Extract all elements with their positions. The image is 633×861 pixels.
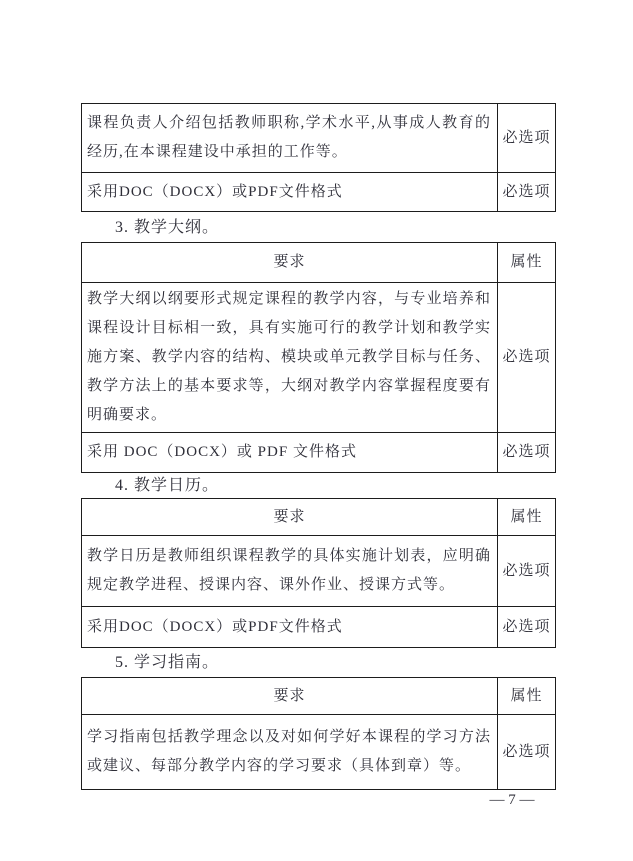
column-header-attribute: 属性: [498, 243, 556, 283]
table-study-guide: [81, 677, 556, 790]
attribute-cell: 必选项: [498, 173, 556, 212]
table-row: [82, 607, 556, 648]
column-header-attribute: 属性: [498, 678, 556, 715]
column-header-requirement: 要求: [82, 678, 498, 715]
table-row: [82, 715, 556, 790]
attribute-cell: 必选项: [498, 607, 556, 648]
table-syllabus: [81, 242, 556, 473]
column-header-attribute: 属性: [498, 499, 556, 536]
attribute-cell: 必选项: [498, 433, 556, 473]
requirement-cell: 采用DOC（DOCX）或PDF文件格式: [82, 607, 498, 648]
requirement-cell: 课程负责人介绍包括教师职称,学术水平,从事成人教育的经历,在本课程建设中承担的工作等。: [82, 104, 498, 173]
attribute-cell: 必选项: [498, 104, 556, 173]
section-heading-calendar: 4. 教学日历。: [115, 477, 220, 494]
table-row: [82, 283, 556, 433]
page-number: — 7 —: [489, 792, 535, 808]
table-header-row: [82, 678, 556, 715]
requirement-cell: 采用 DOC（DOCX）或 PDF 文件格式: [82, 433, 498, 473]
column-header-requirement: 要求: [82, 499, 498, 536]
table-row: [82, 173, 556, 212]
requirement-cell: 采用DOC（DOCX）或PDF文件格式: [82, 173, 498, 212]
attribute-cell: 必选项: [498, 283, 556, 433]
table-header-row: [82, 499, 556, 536]
table-row: [82, 536, 556, 607]
section-heading-study-guide: 5. 学习指南。: [115, 654, 220, 671]
attribute-cell: 必选项: [498, 536, 556, 607]
column-header-requirement: 要求: [82, 243, 498, 283]
attribute-cell: 必选项: [498, 715, 556, 790]
requirement-cell: 教学日历是教师组织课程教学的具体实施计划表，应明确规定教学进程、授课内容、课外作业、授课方式等。: [82, 536, 498, 607]
table-calendar: [81, 498, 556, 648]
table-row: [82, 433, 556, 473]
table-course-leader-continued: [81, 103, 556, 212]
document-content: [81, 103, 555, 790]
requirement-cell: 学习指南包括教学理念以及对如何学好本课程的学习方法或建议、每部分教学内容的学习要求（具体到章）等。: [82, 715, 498, 790]
section-heading-syllabus: 3. 教学大纲。: [115, 219, 220, 236]
table-header-row: [82, 243, 556, 283]
requirement-cell: 教学大纲以纲要形式规定课程的教学内容，与专业培养和课程设计目标相一致，具有实施可行的教学计划和教学实施方案、教学内容的结构、模块或单元教学目标与任务、教学方法上的基本要求等，大纲对教学内容掌握程度要有明确要求。: [82, 283, 498, 433]
table-row: [82, 104, 556, 173]
